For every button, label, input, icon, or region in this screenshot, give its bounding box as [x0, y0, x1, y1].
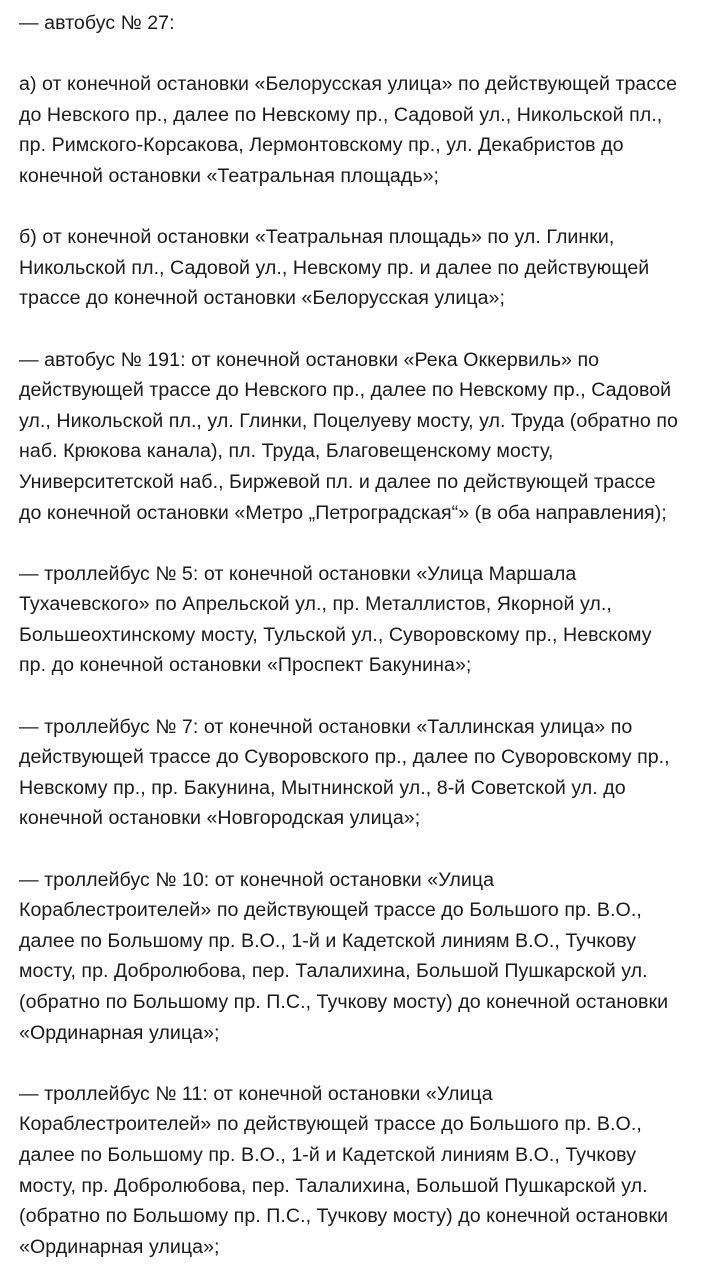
document-body	[19, 8, 702, 1262]
text-line: — троллейбус № 7: от конечной остановки «Таллинская улица» по	[19, 715, 633, 738]
text-line: Тухачевского» по Апрельской ул., пр. Металлистов, Якорной ул.,	[19, 593, 612, 616]
text-line: мосту, пр. Добролюбова, пер. Талалихина, Большой Пушкарской ул.	[19, 1174, 648, 1197]
text-line: далее по Большому пр. В.О., 1-й и Кадетской линиям В.О., Тучкову	[19, 929, 637, 952]
text-line: трассе до конечной остановки «Белорусская улица»;	[19, 287, 505, 310]
text-line: — автобус № 27:	[19, 12, 175, 34]
text-line: Кораблестроителей» по действующей трассе до Большого пр. В.О.,	[19, 1113, 642, 1136]
text-line: — автобус № 191: от конечной остановки «Река Оккервиль» по	[19, 348, 600, 371]
text-line: «Ординарная улица»;	[19, 1235, 220, 1258]
text-line: действующей трассе до Невского пр., далее по Невскому пр., Садовой	[19, 379, 672, 402]
paragraph-gap	[19, 39, 702, 70]
text-line: до конечной остановки «Метро „Петроградская“» (в оба направления);	[19, 501, 667, 524]
paragraph-gap	[19, 528, 702, 559]
paragraph-bus-27-heading	[19, 8, 702, 39]
paragraph-gap	[19, 192, 702, 223]
text-line: — троллейбус № 10: от конечной остановки «Улица	[19, 868, 495, 891]
text-line: конечной остановки «Новгородская улица»;	[19, 807, 421, 830]
text-line: а) от конечной остановки «Белорусская улица» по действующей трассе	[19, 73, 678, 96]
paragraph-gap	[19, 834, 702, 865]
text-line: действующей трассе до Суворовского пр., далее по Суворовскому пр.,	[19, 746, 670, 769]
text-line: мосту, пр. Добролюбова, пер. Талалихина, Большой Пушкарской ул.	[19, 960, 648, 983]
text-line: далее по Большому пр. В.О., 1-й и Кадетской линиям В.О., Тучкову	[19, 1143, 637, 1166]
paragraph-bus-27-route-b	[19, 222, 702, 314]
text-line: Никольской пл., Садовой ул., Невскому пр. и далее по действующей	[19, 256, 650, 279]
text-line: пр. до конечной остановки «Проспект Бакунина»;	[19, 654, 472, 677]
text-line: Университетской наб., Биржевой пл. и далее по действующей трассе	[19, 470, 656, 493]
paragraph-gap	[19, 1048, 702, 1079]
text-line: наб. Крюкова канала), пл. Труда, Благовещенскому мосту,	[19, 440, 554, 463]
text-line: до Невского пр., далее по Невскому пр., Садовой ул., Никольской пл.,	[19, 103, 663, 126]
text-line: б) от конечной остановки «Театральная площадь» по ул. Глинки,	[19, 226, 615, 249]
paragraph-trolleybus-7	[19, 712, 702, 834]
text-line: Кораблестроителей» по действующей трассе до Большого пр. В.О.,	[19, 899, 642, 922]
text-line: «Ординарная улица»;	[19, 1021, 220, 1044]
paragraph-gap	[19, 314, 702, 345]
paragraph-gap	[19, 681, 702, 712]
text-line: (обратно по Большому пр. П.С., Тучкову мосту) до конечной остановки	[19, 991, 669, 1013]
text-line: — троллейбус № 5: от конечной остановки «Улица Маршала	[19, 562, 577, 585]
text-line: ул., Никольской пл., ул. Глинки, Поцелуеву мосту, ул. Труда (обратно по	[19, 409, 678, 432]
paragraph-trolleybus-5	[19, 559, 702, 681]
text-line: (обратно по Большому пр. П.С., Тучкову мосту) до конечной остановки	[19, 1205, 669, 1228]
paragraph-trolleybus-11	[19, 1079, 702, 1263]
text-line: конечной остановки «Театральная площадь»;	[19, 164, 440, 187]
text-line: Невскому пр., пр. Бакунина, Мытнинской ул., 8-й Советской ул. до	[19, 776, 626, 799]
text-line: пр. Римского-Корсакова, Лермонтовскому пр., ул. Декабристов до	[19, 134, 624, 157]
paragraph-bus-27-route-a	[19, 69, 702, 191]
paragraph-trolleybus-10	[19, 865, 702, 1049]
text-line: — троллейбус № 11: от конечной остановки «Улица	[19, 1082, 493, 1105]
text-line: Большеохтинскому мосту, Тульской ул., Суворовскому пр., Невскому	[19, 623, 652, 646]
paragraph-bus-191	[19, 345, 702, 529]
